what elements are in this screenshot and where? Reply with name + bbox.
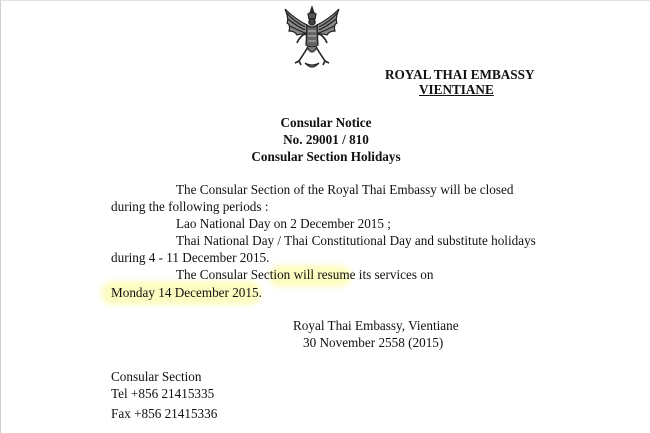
notice-subject: Consular Section Holidays [251,149,401,164]
contact-section: Consular Section [111,369,202,384]
resume-suffix: its services on [355,267,434,282]
body-resume-line [176,267,434,283]
contact-tel: Tel +856 21415335 [111,386,215,401]
body-period2-line1: Thai National Day / Thai Constitutional Day and substitute holidays [176,233,536,248]
body-para1-line2: during the following periods : [111,199,269,214]
garuda-emblem-icon [277,5,347,75]
signature-date: 30 November 2558 (2015) [303,335,444,350]
body-period2-line2: during 4 - 11 December 2015. [111,250,270,265]
body-para1-line1: The Consular Section of the Royal Thai Embassy will be closed [176,182,514,197]
resume-prefix: The Consular Section [176,267,294,282]
notice-title: Consular Notice [280,115,372,130]
body-resume-date: Monday 14 December 2015. [111,285,262,300]
notice-number: No. 29001 / 810 [283,132,369,147]
contact-fax: Fax +856 21415336 [111,406,218,421]
body-period1: Lao National Day on 2 December 2015 ; [176,216,391,231]
embassy-city: VIENTIANE [419,82,494,97]
signature-issuer: Royal Thai Embassy, Vientiane [293,318,459,333]
embassy-name: ROYAL THAI EMBASSY [385,67,535,82]
resume-highlight: will resume [293,267,356,282]
